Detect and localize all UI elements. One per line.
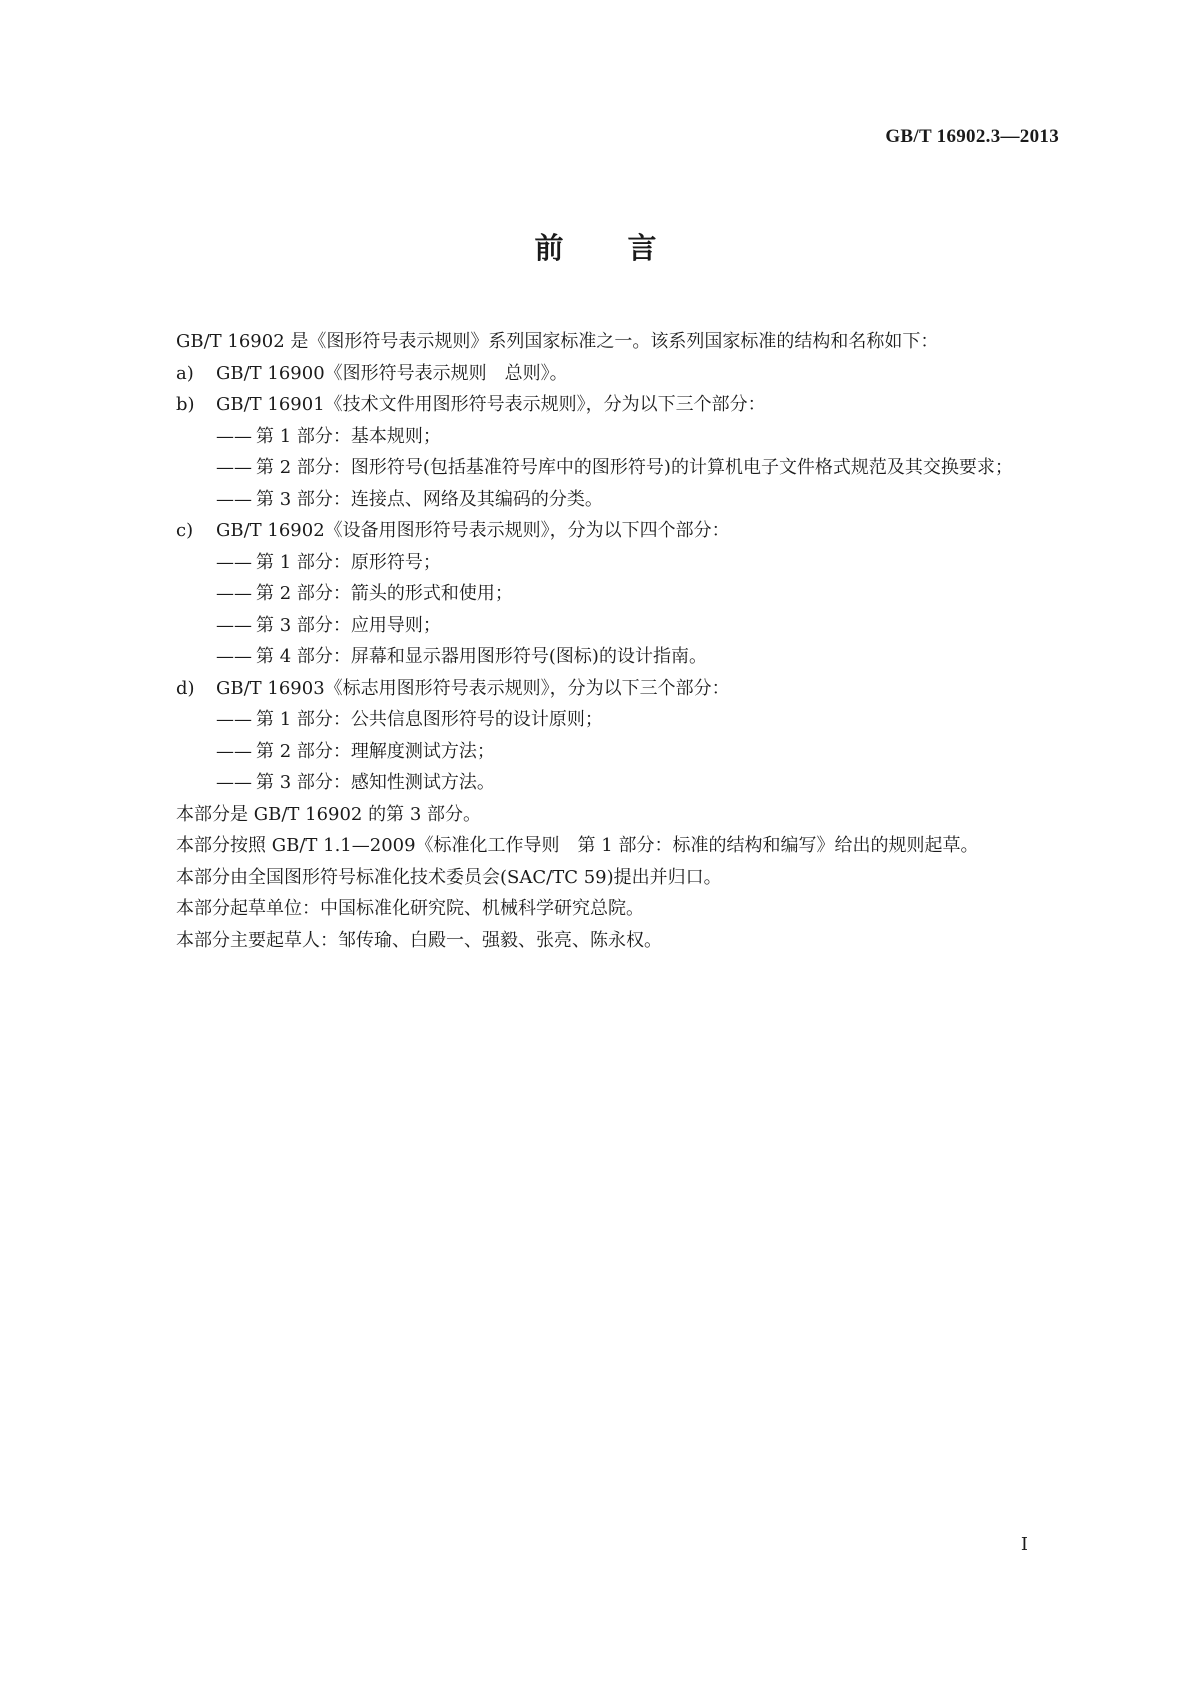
dash-marker: ——	[216, 740, 252, 762]
list-item-c	[176, 515, 1062, 547]
list-item-d	[176, 673, 1062, 705]
list-item-text: GB/T 16900《图形符号表示规则 总则》。	[216, 362, 568, 384]
sub-item-text: 第 1 部分：原形符号；	[256, 551, 441, 573]
sub-item-text: 第 2 部分：图形符号(包括基准符号库中的图形符号)的计算机电子文件格式规范及其交换要求；	[256, 457, 1013, 478]
standard-number: GB/T 16902.3—2013	[885, 126, 1059, 147]
dash-marker: ——	[216, 551, 252, 573]
closing-paragraph: 本部分按照 GB/T 1.1—2009《标准化工作导则 第 1 部分：标准的结构和编写》给出的规则起草。	[176, 835, 979, 856]
sub-item	[176, 547, 1062, 579]
closing-paragraph: 本部分主要起草人：邹传瑜、白殿一、强毅、张亮、陈永权。	[176, 929, 662, 951]
dash-marker: ——	[216, 772, 252, 793]
closing-paragraph: 本部分由全国图形符号标准化技术委员会(SAC/TC 59)提出并归口。	[176, 866, 722, 888]
list-marker: c)	[176, 520, 194, 541]
list-marker: d)	[176, 677, 195, 699]
sub-item	[176, 452, 1062, 484]
sub-item	[176, 610, 1062, 642]
dash-marker: ——	[216, 614, 252, 636]
sub-item	[176, 704, 1062, 736]
dash-marker: ——	[216, 425, 252, 447]
page-title: 前言	[534, 231, 721, 265]
intro-paragraph: GB/T 16902 是《图形符号表示规则》系列国家标准之一。该系列国家标准的结构和名称如下：	[176, 331, 939, 352]
dash-marker: ——	[216, 457, 252, 478]
list-item-b	[176, 389, 1062, 421]
sub-item	[176, 736, 1062, 768]
sub-item	[176, 767, 1062, 799]
sub-item	[176, 421, 1062, 453]
dash-marker: ——	[216, 488, 252, 510]
sub-item-text: 第 4 部分：屏幕和显示器用图形符号(图标)的设计指南。	[256, 646, 707, 667]
list-marker: a)	[176, 362, 194, 384]
sub-item-text: 第 1 部分：公共信息图形符号的设计原则；	[256, 709, 603, 730]
sub-item-text: 第 3 部分：感知性测试方法。	[256, 772, 495, 793]
closing-paragraph: 本部分是 GB/T 16902 的第 3 部分。	[176, 803, 481, 825]
sub-item-text: 第 2 部分：箭头的形式和使用；	[256, 583, 513, 604]
sub-item-text: 第 3 部分：应用导则；	[256, 614, 441, 636]
page-number: I	[1020, 1534, 1028, 1555]
dash-marker: ——	[216, 583, 252, 604]
sub-item-text: 第 1 部分：基本规则；	[256, 425, 441, 447]
list-item-text: GB/T 16901《技术文件用图形符号表示规则》，分为以下三个部分：	[216, 394, 766, 415]
list-item-a	[176, 358, 1062, 390]
list-item-text: GB/T 16903《标志用图形符号表示规则》，分为以下三个部分：	[216, 677, 730, 699]
foreword-body	[176, 326, 1062, 956]
sub-item-text: 第 2 部分：理解度测试方法；	[256, 740, 495, 762]
sub-item	[176, 578, 1062, 610]
dash-marker: ——	[216, 709, 252, 730]
list-marker: b)	[176, 394, 195, 415]
list-item-text: GB/T 16902《设备用图形符号表示规则》，分为以下四个部分：	[216, 520, 730, 541]
sub-item	[176, 641, 1062, 673]
sub-item-text: 第 3 部分：连接点、网络及其编码的分类。	[256, 488, 603, 510]
closing-paragraph: 本部分起草单位：中国标准化研究院、机械科学研究总院。	[176, 898, 644, 919]
dash-marker: ——	[216, 646, 252, 667]
sub-item	[176, 484, 1062, 516]
